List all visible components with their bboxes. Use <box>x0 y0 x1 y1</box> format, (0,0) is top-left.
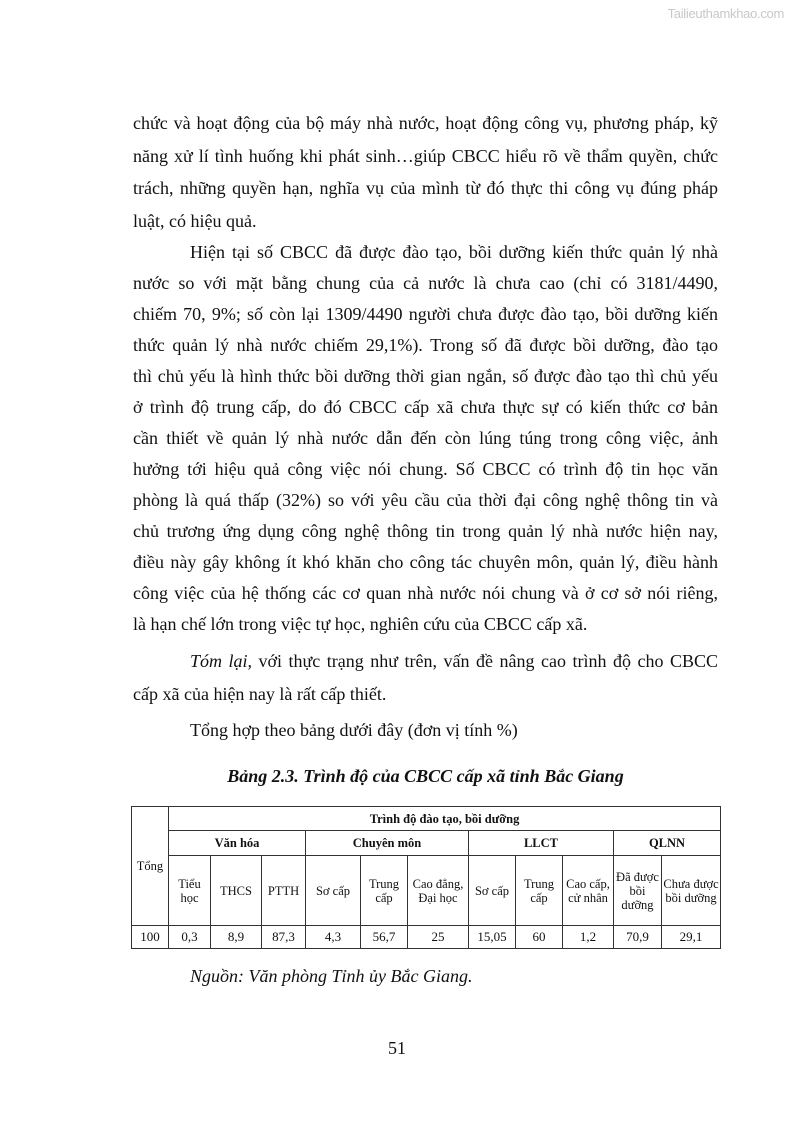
column-header: Trung cấp <box>361 856 408 926</box>
table-cell: 15,05 <box>469 926 516 949</box>
text-line-content: thì chủ yếu là hình thức bồi dưỡng thời gian ngắn, số được đào tạo thì chủ yếu <box>133 366 718 386</box>
header-group: Trình độ đào tạo, bồi dưỡng <box>169 807 721 831</box>
watermark: Tailieuthamkhao.com <box>667 6 784 21</box>
text-line-content: thức quản lý nhà nước chiếm 29,1%). Trong số đã được bồi dưỡng, đào tạo <box>133 335 718 355</box>
column-header: Đã được bồi dưỡng <box>614 856 662 926</box>
text-line <box>133 392 718 423</box>
text-line-content: chiếm 70, 9%; số còn lại 1309/4490 người chưa được đào tạo, bồi dưỡng kiến <box>133 304 718 324</box>
text-line-content: là hạn chế lớn trong việc tự học, nghiên cứu của CBCC cấp xã. <box>133 614 588 634</box>
data-table <box>131 806 721 949</box>
text-line <box>133 299 718 330</box>
text-line <box>133 330 718 361</box>
column-header: Chưa được bồi dưỡng <box>662 856 721 926</box>
text-line <box>133 205 718 238</box>
text-line-content: Hiện tại số CBCC đã được đào tạo, bồi dưỡng kiến thức quản lý nhà <box>190 242 718 262</box>
table-cell: 87,3 <box>262 926 306 949</box>
column-header-row <box>132 856 721 926</box>
text-line <box>133 714 718 747</box>
text-line <box>133 609 718 640</box>
text-line <box>133 516 718 547</box>
text-line <box>133 645 718 678</box>
column-header: Cao đẳng, Đại học <box>408 856 469 926</box>
paragraph-1 <box>133 107 718 237</box>
paragraph-2 <box>133 237 718 640</box>
text-line-content: phòng là quá thấp (32%) so với yêu cầu của thời đại công nghệ thông tin và <box>133 490 718 510</box>
paragraph-4 <box>133 714 718 747</box>
text-line <box>133 107 718 140</box>
text-line-content: cấp xã của hiện nay là rất cấp thiết. <box>133 684 387 704</box>
text-line <box>133 578 718 609</box>
text-line-content: năng xử lí tình huống khi phát sinh…giúp CBCC hiểu rõ về thẩm quyền, chức <box>133 145 718 166</box>
paragraph-3 <box>133 645 718 711</box>
table-row <box>132 926 721 949</box>
text-line-content: hưởng tới hiệu quả công việc nói chung. Số CBCC có trình độ tin học văn <box>133 459 718 479</box>
text-line-content: luật, có hiệu quả. <box>133 210 257 231</box>
text-line <box>133 485 718 516</box>
text-line-content: trách, những quyền hạn, nghĩa vụ của mình từ đó thực thi công vụ đúng pháp <box>133 178 718 198</box>
table-cell: 4,3 <box>306 926 361 949</box>
text-line-content: chức và hoạt động của bộ máy nhà nước, hoạt động công vụ, phương pháp, kỹ <box>133 113 718 133</box>
table-cell: 56,7 <box>361 926 408 949</box>
page-number: 51 <box>388 1038 406 1058</box>
table-cell: 29,1 <box>662 926 721 949</box>
text-line <box>133 547 718 578</box>
table-cell: 70,9 <box>614 926 662 949</box>
header-chuyen-mon: Chuyên môn <box>306 831 469 856</box>
header-van-hoa: Văn hóa <box>169 831 306 856</box>
column-header: Cao cấp, cử nhân <box>563 856 614 926</box>
column-header: Sơ cấp <box>469 856 516 926</box>
text-line-content: công việc của hệ thống các cơ quan nhà nước nói chung và ở cơ sở nói riêng, <box>133 583 718 603</box>
italic-lead: Tóm lại, <box>190 651 253 671</box>
text-line <box>133 423 718 454</box>
text-line <box>133 140 718 173</box>
text-line <box>133 268 718 299</box>
header-qlnn: QLNN <box>614 831 721 856</box>
text-line-content: Tổng hợp theo bảng dưới đây (đơn vị tính %) <box>190 720 518 740</box>
text-line <box>133 172 718 205</box>
text-line <box>133 361 718 392</box>
table-cell: 25 <box>408 926 469 949</box>
header-total: Tổng <box>132 807 169 926</box>
table-cell: 0,3 <box>169 926 211 949</box>
text-line-content: điều này gây không ít khó khăn cho công tác chuyên môn, quản lý, điều hành <box>133 552 718 572</box>
table-caption: Bảng 2.3. Trình độ của CBCC cấp xã tỉnh Bắc Giang <box>227 766 624 786</box>
table-cell: 60 <box>516 926 563 949</box>
page-body <box>133 107 718 1065</box>
table-cell: 1,2 <box>563 926 614 949</box>
source-note: Nguồn: Văn phòng Tỉnh ủy Bắc Giang. <box>190 966 473 986</box>
column-header: THCS <box>211 856 262 926</box>
column-header: Sơ cấp <box>306 856 361 926</box>
text-line-content: cần thiết về quản lý nhà nước dẫn đến còn lúng túng trong công việc, ảnh <box>133 428 718 448</box>
text-line-content: với thực trạng như trên, vấn đề nâng cao trình độ cho CBCC <box>252 651 718 671</box>
text-line <box>133 678 718 711</box>
text-line-content: nước so với mặt bằng chung của cả nước là chưa cao (chỉ có 3181/4490, <box>133 273 718 293</box>
table-cell: 100 <box>132 926 169 949</box>
header-llct: LLCT <box>469 831 614 856</box>
text-line <box>133 237 718 268</box>
text-line-content: chủ trương ứng dụng công nghệ thông tin trong quản lý nhà nước hiện nay, <box>133 521 718 541</box>
column-header: Trung cấp <box>516 856 563 926</box>
table-cell: 8,9 <box>211 926 262 949</box>
column-header: PTTH <box>262 856 306 926</box>
text-line <box>133 454 718 485</box>
text-line-content: ở trình độ trung cấp, do đó CBCC cấp xã chưa thực sự có kiến thức cơ bản <box>133 397 718 417</box>
column-header: Tiểu học <box>169 856 211 926</box>
